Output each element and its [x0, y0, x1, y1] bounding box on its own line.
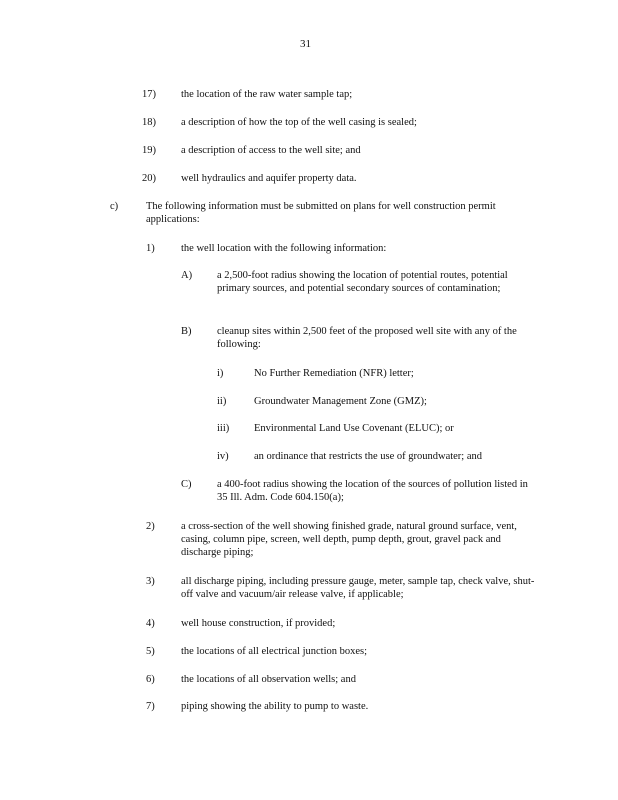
subitem-label: A) — [181, 270, 193, 281]
list-item-label: 20) — [142, 173, 156, 184]
list-item-label: 18) — [142, 117, 156, 128]
section-label: c) — [110, 201, 119, 212]
subitem-text: a 400-foot radius showing the location of the sources of pollution listed in 35 Ill. Adm. Code 604.150(a); — [217, 479, 528, 503]
list-item-text: the location of the raw water sample tap; — [181, 89, 353, 100]
sub-subitem-text: Groundwater Management Zone (GMZ); — [254, 396, 427, 407]
list-item-text: the locations of all observation wells; and — [181, 674, 356, 685]
list-item-label: 17) — [142, 89, 156, 100]
list-item-label: 2) — [146, 521, 155, 532]
list-item-text: all discharge piping, including pressure gauge, meter, sample tap, check valve, shut-off valve and vacuum/air release valve, if applicable; — [181, 576, 535, 600]
list-item-text: piping showing the ability to pump to waste. — [181, 701, 369, 712]
sub-subitem-text: Environmental Land Use Covenant (ELUC); or — [254, 423, 454, 434]
list-item-text: a description of how the top of the well casing is sealed; — [181, 117, 417, 128]
page-number: 31 — [300, 38, 311, 50]
list-item-label: 5) — [146, 646, 155, 657]
list-item-text: a cross-section of the well showing finished grade, natural ground surface, vent, casing, column pipe, screen, well depth, pump depth, grout, gravel pack and discharge piping; — [181, 521, 517, 558]
list-item-text: the locations of all electrical junction boxes; — [181, 646, 368, 657]
sub-subitem-label: ii) — [217, 396, 227, 407]
list-item-label: 3) — [146, 576, 155, 587]
list-item-text: a description of access to the well site; and — [181, 145, 361, 156]
list-item-label: 7) — [146, 701, 155, 712]
section-text: The following information must be submitted on plans for well construction permit applications: — [146, 201, 496, 225]
sub-subitem-text: an ordinance that restricts the use of groundwater; and — [254, 451, 483, 462]
subitem-text: a 2,500-foot radius showing the location of potential routes, potential primary sources, and potential secondary sources of contamination; — [217, 270, 508, 294]
list-item-label: 4) — [146, 618, 155, 629]
list-item-label: 19) — [142, 145, 156, 156]
list-item-text: well hydraulics and aquifer property data. — [181, 173, 357, 184]
list-item-text: well house construction, if provided; — [181, 618, 336, 629]
sub-subitem-label: iv) — [217, 451, 229, 462]
subitem-label: C) — [181, 479, 192, 490]
subitem-text: cleanup sites within 2,500 feet of the proposed well site with any of the following: — [217, 326, 517, 350]
list-item-label: 6) — [146, 674, 155, 685]
subitem-label: B) — [181, 326, 192, 337]
sub-subitem-label: iii) — [217, 423, 230, 434]
list-item-text: the well location with the following information: — [181, 243, 387, 254]
sub-subitem-text: No Further Remediation (NFR) letter; — [254, 368, 414, 379]
list-item-label: 1) — [146, 243, 155, 254]
sub-subitem-label: i) — [217, 368, 224, 379]
